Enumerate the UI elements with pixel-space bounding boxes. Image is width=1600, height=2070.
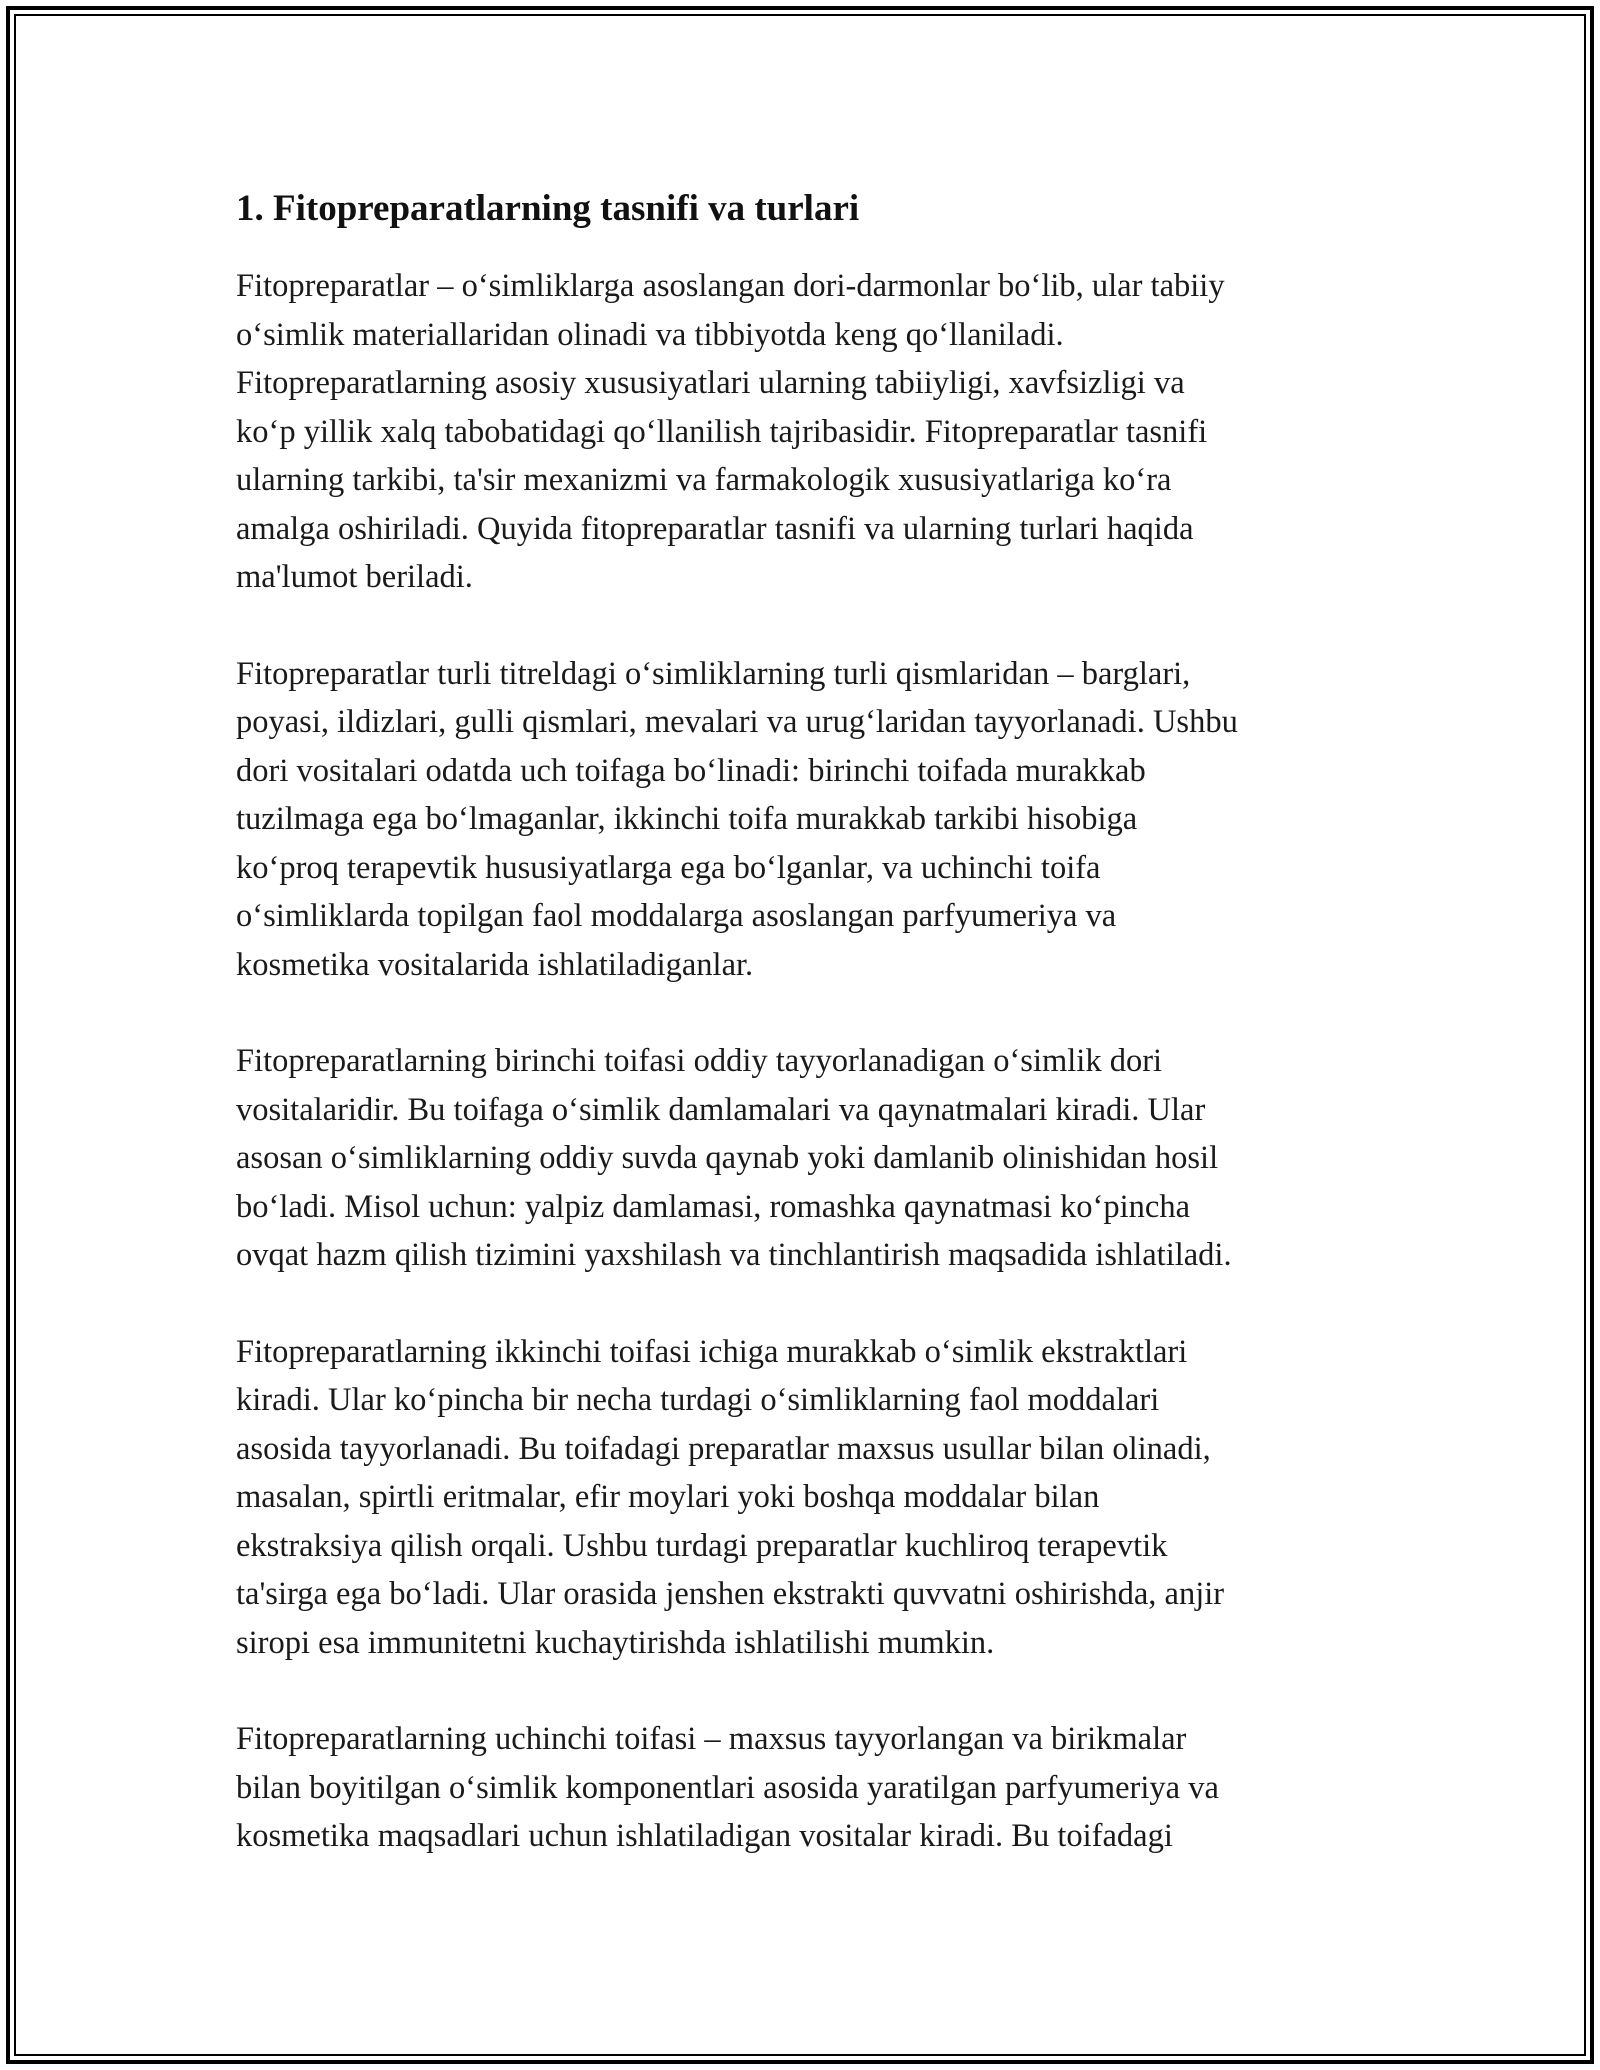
text-line: o‘simliklarda topilgan faol moddalarga asoslangan parfyumeriya va: [236, 898, 1117, 934]
paragraph: [236, 1715, 1376, 1861]
text-line: ovqat hazm qilish tizimini yaxshilash va tinchlantirish maqsadida ishlatiladi.: [236, 1237, 1232, 1273]
text-line: Fitopreparatlarning uchinchi toifasi – maxsus tayyorlangan va birikmalar: [236, 1721, 1187, 1757]
text-line: siropi esa immunitetni kuchaytirishda ishlatilishi mumkin.: [236, 1624, 995, 1661]
text-line: Fitopreparatlarning birinchi toifasi oddiy tayyorlanadigan o‘simlik dori: [236, 1043, 1163, 1079]
text-line: bilan boyitilgan o‘simlik komponentlari asosida yaratilgan parfyumeriya va: [236, 1769, 1219, 1806]
text-line: o‘simlik materiallaridan olinadi va tibbiyotda keng qo‘llaniladi.: [236, 316, 1064, 353]
text-line: ko‘proq terapevtik hususiyatlarga ega bo‘lganlar, va uchinchi toifa: [236, 849, 1101, 886]
text-line: ko‘p yillik xalq tabobatidagi qo‘llanilish tajribasidir. Fitopreparatlar tasnifi: [236, 413, 1208, 450]
paragraph: [236, 1037, 1376, 1280]
text-line: bo‘ladi. Misol uchun: yalpiz damlamasi, romashka qaynatmasi ko‘pincha: [236, 1188, 1191, 1225]
text-line: kosmetika vositalarida ishlatiladiganlar.: [236, 946, 754, 983]
text-line: asosan o‘simliklarning oddiy suvda qaynab yoki damlanib olinishidan hosil: [236, 1140, 1219, 1176]
paragraph-list: [236, 262, 1376, 1861]
text-line: dori vositalari odatda uch toifaga bo‘linadi: birinchi toifada murakkab: [236, 752, 1146, 789]
text-line: asosida tayyorlanadi. Bu toifadagi preparatlar maxsus usullar bilan olinadi,: [236, 1430, 1211, 1467]
text-line: ma'lumot beriladi.: [236, 559, 473, 595]
text-line: kiradi. Ular ko‘pincha bir necha turdagi o‘simliklarning faol moddalari: [236, 1382, 1160, 1418]
paragraph: [236, 650, 1376, 990]
text-line: ta'sirga ega bo‘ladi. Ular orasida jenshen ekstrakti quvvatni oshirishda, anjir: [236, 1576, 1225, 1612]
text-line: poyasi, ildizlari, gulli qismlari, mevalari va urug‘laridan tayyorlanadi. Ushbu: [236, 704, 1238, 740]
text-line: Fitopreparatlarning asosiy xususiyatlari ularning tabiiyligi, xavfsizligi va: [236, 365, 1185, 401]
text-line: tuzilmaga ega bo‘lmaganlar, ikkinchi toifa murakkab tarkibi hisobiga: [236, 801, 1138, 837]
text-line: Fitopreparatlar – o‘simliklarga asoslangan dori-darmonlar bo‘lib, ular tabiiy: [236, 268, 1225, 304]
paragraph: [236, 262, 1376, 602]
text-line: kosmetika maqsadlari uchun ishlatiladigan vositalar kiradi. Bu toifadagi: [236, 1818, 1173, 1854]
text-line: ularning tarkibi, ta'sir mexanizmi va farmakologik xususiyatlariga ko‘ra: [236, 462, 1172, 498]
text-line: masalan, spirtli eritmalar, efir moylari yoki boshqa moddalar bilan: [236, 1479, 1100, 1515]
section-heading: 1. Fitopreparatlarning tasnifi va turlari: [236, 188, 860, 229]
text-line: Fitopreparatlar turli titreldagi o‘simliklarning turli qismlaridan – barglari,: [236, 655, 1191, 692]
document-body: [236, 186, 1376, 1909]
text-line: ekstraksiya qilish orqali. Ushbu turdagi preparatlar kuchliroq terapevtik: [236, 1527, 1168, 1564]
paragraph: [236, 1328, 1376, 1668]
text-line: amalga oshiriladi. Quyida fitopreparatlar tasnifi va ularning turlari haqida: [236, 510, 1194, 547]
text-line: vositalaridir. Bu toifaga o‘simlik damlamalari va qaynatmalari kiradi. Ular: [236, 1091, 1206, 1128]
text-line: Fitopreparatlarning ikkinchi toifasi ichiga murakkab o‘simlik ekstraktlari: [236, 1333, 1188, 1370]
